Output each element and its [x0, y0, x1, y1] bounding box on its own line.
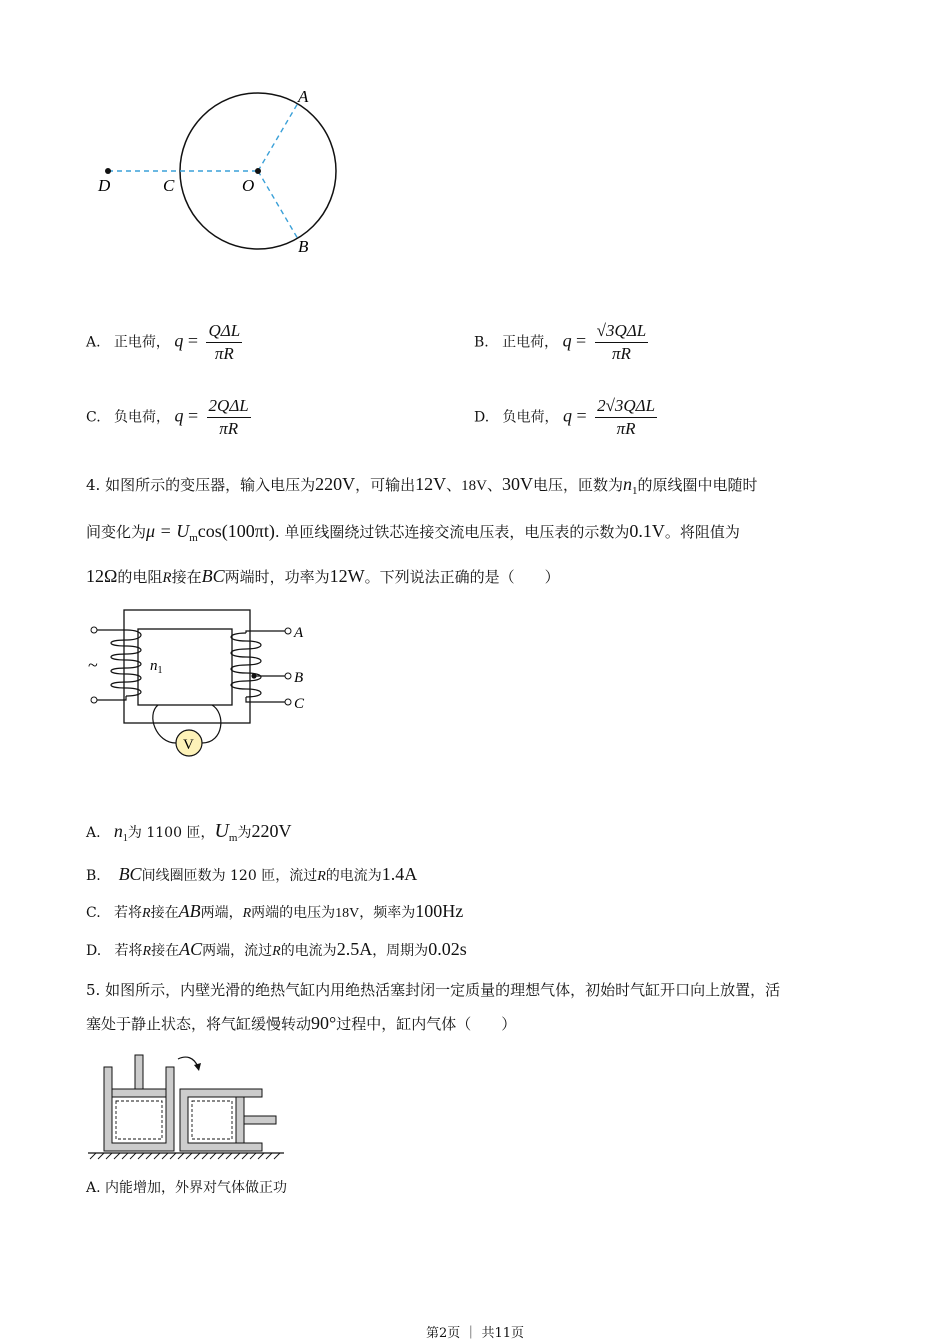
text: 4. 如图所示的变压器，输入电压为: [86, 476, 316, 494]
fraction: [207, 397, 251, 438]
option-letter: B.: [474, 334, 489, 351]
value: 30V: [501, 474, 533, 494]
text: 为: [237, 825, 252, 841]
text: 若将: [114, 943, 143, 959]
option-text: 正电荷，: [113, 334, 170, 351]
piston: [112, 1089, 166, 1097]
value: 220V: [315, 474, 356, 494]
text: 间线圈匝数为 120 匝，流过: [141, 868, 318, 884]
text: 间变化为: [86, 523, 147, 541]
var-q: q: [174, 330, 184, 351]
option-d: [474, 397, 657, 438]
cylinder-figure: [86, 1045, 286, 1163]
q5-option-a: A. 内能增加，外界对气体做正功: [86, 1180, 288, 1196]
text: 接在: [150, 905, 179, 921]
text: 两端时，功率为: [224, 568, 330, 586]
var-ac: AC: [179, 939, 203, 959]
var-n: n: [113, 821, 123, 841]
value: 12Ω: [86, 566, 118, 586]
rotated-cylinder: [180, 1089, 276, 1151]
text: 为 1100 匝，: [127, 825, 215, 841]
text: 的原线圈中电随时: [637, 476, 758, 494]
formula: μ = U: [146, 521, 190, 541]
text: 两端的电压为: [251, 905, 336, 921]
subscript: 1: [632, 485, 638, 497]
equals: =: [187, 330, 198, 351]
option-letter: B.: [86, 868, 101, 884]
value: 0.1V: [629, 521, 665, 541]
label-b: B: [294, 670, 304, 686]
var-r: R: [142, 944, 152, 959]
q4-option-b: [86, 864, 417, 885]
text: 两端，流过: [202, 943, 273, 959]
numerator: 2QΔL: [207, 397, 251, 418]
value: 12V: [415, 474, 447, 494]
page-footer: 第2页 ｜ 共11页: [425, 1326, 525, 1341]
option-letter: D.: [86, 943, 102, 959]
value: 12W: [329, 566, 365, 586]
label-a: A: [298, 87, 309, 106]
var-ab: AB: [178, 901, 201, 921]
q4-option-a: [86, 820, 291, 844]
terminal: [91, 627, 97, 633]
voltmeter-label: V: [183, 737, 194, 753]
numerator: 2√3QΔL: [595, 397, 657, 418]
text: ，周期为: [372, 943, 429, 959]
q4-option-d: [86, 939, 467, 960]
circle-figure: [90, 80, 360, 270]
text: 的电流为: [325, 868, 382, 884]
equals: =: [187, 405, 199, 426]
value: 18V: [335, 906, 360, 921]
equals: =: [576, 330, 587, 351]
terminal: [91, 697, 97, 703]
var-r: R: [272, 944, 281, 959]
fraction: [206, 322, 242, 363]
text: 、: [486, 476, 502, 494]
value: 90°: [311, 1013, 337, 1033]
piston-rod: [135, 1055, 143, 1089]
piston-rod: [244, 1116, 276, 1124]
option-letter: C.: [86, 905, 101, 921]
var-q: q: [562, 330, 572, 351]
option-b: [474, 322, 648, 363]
q4-line2: [86, 521, 740, 544]
text: 接在: [171, 568, 202, 586]
value: 1.4A: [381, 864, 418, 884]
option-c: [86, 397, 251, 438]
text: 的电阻: [117, 568, 163, 586]
text: 、: [446, 476, 462, 494]
q5-line1: 5. 如图所示，内壁光滑的绝热气缸内用绝热活塞封闭一定质量的理想气体，初始时气缸开口向上放置，活: [86, 981, 781, 999]
numerator: √3QΔL: [595, 322, 649, 343]
dashed-line-ob: [258, 171, 298, 239]
piston: [236, 1097, 244, 1143]
text: 。将阻值为: [664, 523, 740, 541]
subscript: 1: [122, 832, 128, 844]
denominator: πR: [214, 343, 234, 363]
dashed-line-oa: [258, 103, 298, 171]
fraction: [595, 397, 657, 438]
value: 2.5A: [336, 939, 373, 959]
point-d: [105, 168, 111, 174]
text: 塞处于静止状态，将气缸缓慢转动: [86, 1015, 312, 1033]
option-letter: A.: [86, 334, 101, 351]
formula: cos(100πt): [197, 521, 275, 541]
text: 接在: [151, 943, 180, 959]
terminal-c: [285, 699, 291, 705]
var-r: R: [317, 869, 326, 884]
text: 过程中，缸内气体（ ）: [336, 1015, 517, 1033]
q4-line3: [86, 566, 560, 587]
option-letter: A.: [86, 825, 101, 841]
label-d: D: [98, 176, 111, 195]
value: 0.02s: [428, 939, 467, 959]
equals: =: [576, 405, 587, 426]
numerator: QΔL: [206, 322, 242, 343]
gas-region: [116, 1101, 162, 1139]
text: 电压，匝数为: [532, 476, 623, 494]
label-a: A: [294, 625, 304, 641]
text: 的电流为: [280, 943, 337, 959]
label-b: B: [298, 237, 309, 256]
fraction: [595, 322, 649, 363]
text: 若将: [114, 905, 143, 921]
text: ，可输出: [355, 476, 416, 494]
point-o: [255, 168, 261, 174]
text: . 单匝线圈绕过铁芯连接交流电压表，电压表的示数为: [274, 523, 630, 541]
value: 100Hz: [415, 901, 464, 921]
option-letter: D.: [474, 409, 490, 426]
value: 18V: [461, 478, 487, 494]
arrow-head: [194, 1063, 201, 1071]
label-o: O: [242, 176, 255, 195]
ac-symbol: ~: [88, 655, 98, 675]
option-text: 负电荷，: [114, 409, 171, 426]
option-a: [86, 322, 242, 363]
var-r: R: [142, 906, 151, 921]
transformer-figure: [86, 605, 326, 765]
gas-region: [192, 1101, 232, 1139]
var-bc: BC: [118, 864, 142, 884]
option-letter: C.: [86, 409, 101, 426]
text: 。下列说法正确的是（ ）: [364, 568, 560, 586]
var-bc: BC: [201, 566, 225, 586]
label-c: C: [163, 176, 175, 195]
var-r: R: [242, 906, 252, 921]
label-c: C: [294, 696, 305, 712]
denominator: πR: [611, 343, 631, 363]
primary-coil: [96, 630, 141, 700]
var-q: q: [563, 405, 572, 426]
terminal-b: [285, 673, 291, 679]
ground-hatch: [90, 1153, 280, 1159]
var-u: U: [214, 820, 229, 842]
value: 220V: [251, 821, 292, 841]
subscript: m: [228, 831, 238, 844]
label-n1: $n_1$: [150, 658, 163, 676]
terminal-a: [285, 628, 291, 634]
core-outer: [124, 610, 250, 723]
q5-line2: [86, 1013, 516, 1034]
var-r: R: [162, 570, 172, 586]
text: ，频率为: [359, 905, 416, 921]
denominator: πR: [219, 418, 239, 438]
option-text: 正电荷，: [502, 334, 559, 351]
tap-dot: [251, 673, 256, 678]
subscript: m: [189, 532, 198, 544]
var-n: n: [623, 474, 632, 494]
text: 两端，: [200, 905, 243, 921]
upright-cylinder: [104, 1055, 174, 1151]
option-text: 负电荷，: [502, 409, 559, 426]
q4-line1: [86, 474, 758, 497]
q4-option-c: [86, 901, 463, 922]
denominator: πR: [616, 418, 636, 438]
var-q: q: [174, 405, 184, 426]
secondary-coil: [231, 631, 286, 702]
